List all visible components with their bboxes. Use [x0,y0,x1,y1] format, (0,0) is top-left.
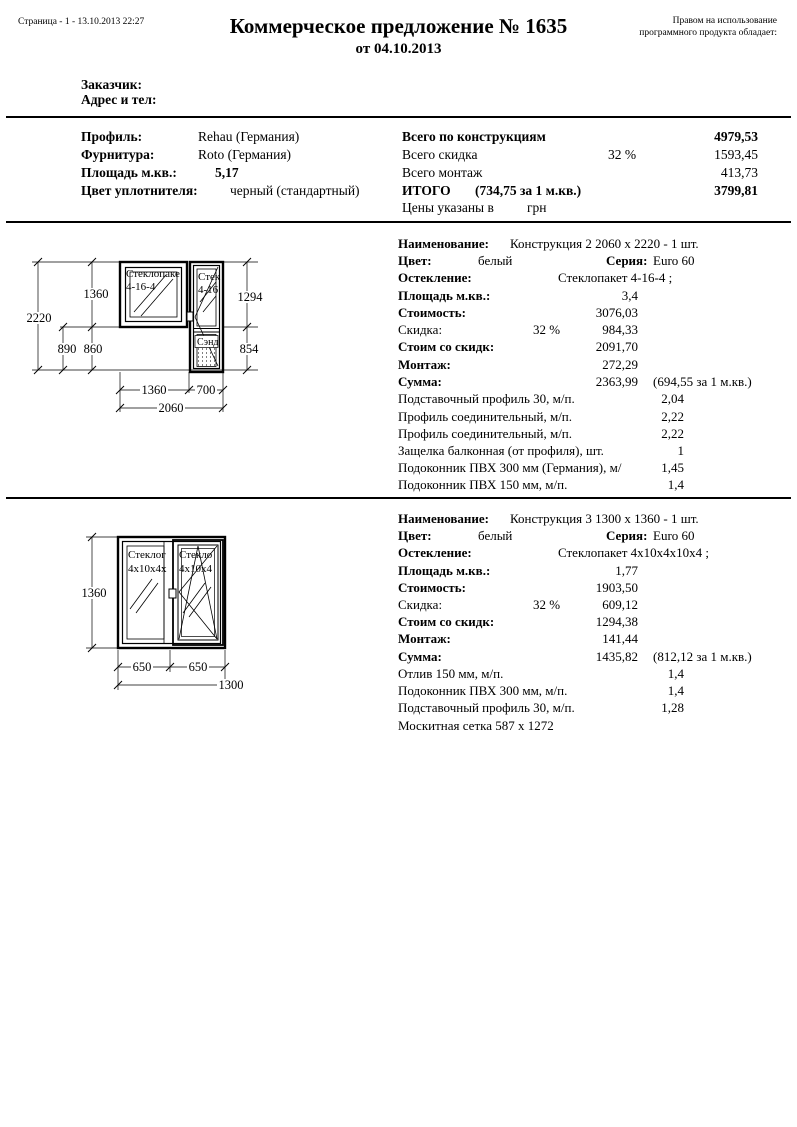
dim-window-width: 1360 [141,383,167,397]
color-label: Цвет: [398,528,432,543]
right-glass-label-1: Стекло [179,549,213,561]
mosquito-net-label: Москитная сетка 587 x 1272 [398,718,554,733]
name-value: Конструкция 2 2060 x 2220 - 1 шт. [510,236,699,251]
discount-label: Всего скидка [402,147,478,162]
extra-value: 2,22 [661,426,684,441]
sum-value: 2363,99 [595,374,638,389]
c2-row-color [398,528,758,545]
cost-label: Стоимость: [398,305,466,320]
series-value: Euro 60 [653,253,695,268]
c1-row-extra-2 [398,409,758,426]
summary-area-row [81,165,401,183]
extra-label: Подоконник ПВХ 150 мм, м/п. [398,477,568,492]
summary-installation-row [402,165,758,183]
c2-row-installation [398,631,758,648]
discounted-cost-label: Стоим со скидк: [398,339,495,354]
left-glass-label-1: Стеклог [128,549,166,561]
customer-label: Заказчик: [81,77,143,92]
c1-row-extra-1 [398,391,758,408]
dim-860: 860 [83,342,103,356]
extra-value: 1,4 [667,477,684,492]
extra-value: 2,22 [661,409,684,424]
summary-profile-row [81,129,401,147]
c1-row-extra-5 [398,460,758,477]
discount-label: Скидка: [398,322,443,337]
dim-total-width: 1300 [218,678,244,692]
c2-row-extra-3 [398,700,758,717]
discounted-cost-value: 2091,70 [595,339,638,354]
series-label: Серия: [606,528,648,543]
summary-seal-color-row [81,183,401,201]
glass-pack-label-2: 4-16-4 [126,281,156,293]
glazing-value: Стеклопакет 4x10x4x10x4 ; [558,545,710,560]
c2-row-name [398,511,758,528]
c1-row-area [398,288,758,305]
glazing-value: Стеклопакет 4-16-4 ; [558,270,673,285]
seal-color-label: Цвет уплотнителя: [81,183,198,198]
summary-grand-total-row [402,183,758,201]
currency-label: Цены указаны в [402,200,494,215]
name-value: Конструкция 3 1300 x 1360 - 1 шт. [510,511,699,526]
license-note: Правом на использование программного продукта обладает: [639,16,777,38]
total-constructions-amount: 4979,53 [714,129,758,144]
sum-value: 1435,82 [595,649,638,664]
summary-currency-row [402,200,758,218]
glass-pack-label-1: Стеклопаке [126,268,180,280]
dim-door-panel: 854 [239,342,259,356]
extra-label: Профиль соединительный, м/п. [398,409,573,424]
c1-row-sum [398,374,758,391]
summary-discount-row [402,147,758,165]
doc-title: Коммерческое предложение № 1635 [229,14,568,38]
c2-row-extra-2 [398,683,758,700]
dim-sash2: 650 [188,660,208,674]
c1-row-extra-6 [398,477,758,494]
extra-value: 1,28 [661,700,684,715]
extra-value: 1,4 [667,666,684,681]
cost-value: 1903,50 [595,580,638,595]
color-value: белый [478,253,513,268]
area-label: Площадь м.кв.: [398,563,491,578]
summary-total-constructions-row [402,129,758,147]
c2-row-glazing [398,545,758,562]
door-glass-label-2: 4-16 [198,284,219,296]
c2-row-area [398,563,758,580]
discount-amount: 1593,45 [714,147,758,162]
dim-door-width: 700 [196,383,216,397]
dim-height: 1360 [81,586,107,600]
name-label: Наименование: [398,511,489,526]
c1-row-name [398,236,758,253]
color-value: белый [478,528,513,543]
sandwich-panel-label: Сэнд [197,337,219,348]
dim-total-height: 2220 [26,311,52,325]
hardware-label: Фурнитура: [81,147,155,162]
discount-percent: 32 % [608,147,637,162]
cost-value: 3076,03 [595,305,638,320]
c2-row-mosquito-net [398,718,758,735]
c2-row-sum [398,649,758,666]
glazing-label: Остекление: [398,270,472,285]
window-drawing-2 [60,525,305,700]
c2-row-discount [398,597,758,614]
c1-row-installation [398,357,758,374]
c1-row-glazing [398,270,758,287]
hardware-value: Roto (Германия) [198,147,292,162]
c2-row-cost [398,580,758,597]
grand-total-amount: 3799,81 [714,183,758,198]
installation-label: Всего монтаж [402,165,483,180]
area-value: 1,77 [615,563,638,578]
installation-amount: 413,73 [720,165,758,180]
dim-window-height: 1360 [83,287,109,301]
discount-value: 984,33 [602,322,638,337]
doc-date: от 04.10.2013 [355,41,442,57]
c1-row-extra-4 [398,443,758,460]
c1-row-cost [398,305,758,322]
divider-section-2 [6,497,791,499]
extra-label: Отлив 150 мм, м/п. [398,666,504,681]
grand-total-label: ИТОГО [402,183,451,198]
extra-value: 2,04 [661,391,684,406]
c1-row-color [398,253,758,270]
discount-percent: 32 % [533,597,561,612]
dim-door-glass: 1294 [237,290,263,304]
discounted-cost-value: 1294,38 [595,614,638,629]
address-label: Адрес и тел: [81,92,157,107]
right-glass-label-2: 4x10x4 [179,563,212,575]
area-label: Площадь м.кв.: [398,288,491,303]
area-value: 3,4 [621,288,638,303]
discount-percent: 32 % [533,322,561,337]
left-glass-label-2: 4x10x4x [128,563,167,575]
divider-section-1 [6,221,791,223]
divider-header [6,116,791,118]
area-value: 5,17 [215,165,239,180]
extra-label: Подоконник ПВХ 300 мм (Германия), м/ [398,460,622,475]
sum-label: Сумма: [398,649,442,664]
door-handle [187,312,193,321]
sum-note: (812,12 за 1 м.кв.) [653,649,752,664]
page-info: Страница - 1 - 13.10.2013 22:27 [18,17,145,27]
summary-hardware-row [81,147,401,165]
glazing-label: Остекление: [398,545,472,560]
dim-sash1: 650 [132,660,152,674]
dim-890: 890 [57,342,77,356]
extra-value: 1 [677,443,684,458]
cost-label: Стоимость: [398,580,466,595]
extra-label: Подоконник ПВХ 300 мм, м/п. [398,683,568,698]
discount-label: Скидка: [398,597,443,612]
installation-label: Монтаж: [398,357,451,372]
extra-label: Подставочный профиль 30, м/п. [398,700,575,715]
window-drawing-1 [20,240,305,430]
extra-label: Защелка балконная (от профиля), шт. [398,443,604,458]
seal-color-value: черный (стандартный) [230,183,360,198]
installation-value: 272,29 [602,357,638,372]
grand-total-note: (734,75 за 1 м.кв.) [475,183,582,198]
profile-value: Rehau (Германия) [198,129,300,144]
color-label: Цвет: [398,253,432,268]
discount-value: 609,12 [602,597,638,612]
series-value: Euro 60 [653,528,695,543]
sum-label: Сумма: [398,374,442,389]
c1-row-extra-3 [398,426,758,443]
name-label: Наименование: [398,236,489,251]
extra-label: Профиль соединительный, м/п. [398,426,573,441]
dim-total-width: 2060 [158,401,184,415]
sum-note: (694,55 за 1 м.кв.) [653,374,752,389]
extra-value: 1,45 [661,460,684,475]
installation-label: Монтаж: [398,631,451,646]
extra-label: Подставочный профиль 30, м/п. [398,391,575,406]
extra-value: 1,4 [667,683,684,698]
currency-value: грн [527,200,547,215]
total-constructions-label: Всего по конструкциям [402,129,546,144]
c1-row-discounted-cost [398,339,758,356]
profile-label: Профиль: [81,129,143,144]
window-handle [169,589,176,598]
series-label: Серия: [606,253,648,268]
c1-row-discount [398,322,758,339]
c2-row-discounted-cost [398,614,758,631]
area-label: Площадь м.кв.: [81,165,177,180]
door-glass-label-1: Стек [198,271,221,283]
c2-row-extra-1 [398,666,758,683]
discounted-cost-label: Стоим со скидк: [398,614,495,629]
installation-value: 141,44 [602,631,638,646]
